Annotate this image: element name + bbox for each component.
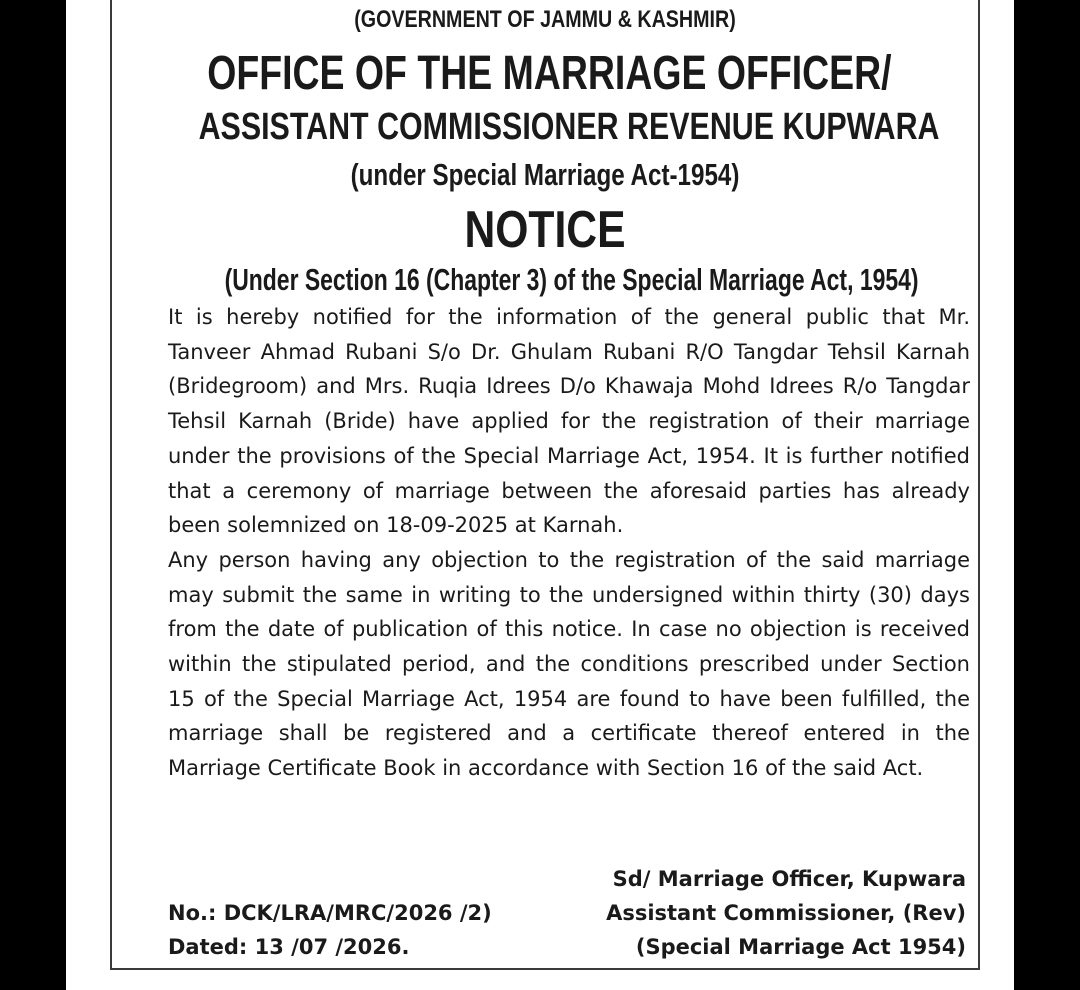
office-title-line1: OFFICE OF THE MARRIAGE OFFICER/ xyxy=(207,47,892,100)
signature-line-3: (Special Marriage Act 1954) xyxy=(635,935,966,959)
notice-box xyxy=(110,0,980,970)
act-subtitle: (under Special Marriage Act-1954) xyxy=(350,157,740,192)
notice-paragraph-1: It is hereby notified for the information of the general public that Mr. Tanveer Ahmad Rubani S/o Dr. Ghulam Rubani R/O Tangdar Tehsil Karnah (Bridegroom) and Mrs. Ruqia Idrees D/o Khawaja Mohd Idrees R/o Tangdar Tehsil Karnah (Bride) have applied for the registration of their marriage under the provisions of the Special Marriage Act, 1954. It is further notified that a ceremony of marriage between the aforesaid parties has already been solemnized on 18-09-2025 at Karnah. xyxy=(168,305,970,538)
signature-line-2: Assistant Commissioner, (Rev) xyxy=(606,901,966,925)
signature-block xyxy=(606,862,966,964)
notice-body xyxy=(168,300,970,786)
section-reference: (Under Section 16 (Chapter 3) of the Special Marriage Act, 1954) xyxy=(224,262,919,297)
reference-date: Dated: 13 /07 /2026. xyxy=(168,935,410,959)
signature-line-1: Sd/ Marriage Officer, Kupwara xyxy=(612,867,966,891)
newspaper-page xyxy=(66,0,1014,990)
notice-paragraph-2: Any person having any objection to the registration of the said marriage may submit the same in writing to the undersigned within thirty (30) days from the date of publication of this notice. In case no objection is received within the stipulated period, and the conditions prescribed under Section 15 of the Special Marriage Act, 1954 are found to have been fulfilled, the marriage shall be registered and a certificate thereof entered in the Marriage Certificate Book in accordance with Section 16 of the said Act. xyxy=(168,547,970,781)
notice-title: NOTICE xyxy=(464,201,626,259)
office-title-line2: ASSISTANT COMMISSIONER REVENUE KUPWARA xyxy=(198,106,940,148)
government-heading: (GOVERNMENT OF JAMMU & KASHMIR) xyxy=(354,6,736,33)
reference-block xyxy=(168,896,492,964)
reference-number: No.: DCK/LRA/MRC/2026 /2) xyxy=(168,901,492,925)
